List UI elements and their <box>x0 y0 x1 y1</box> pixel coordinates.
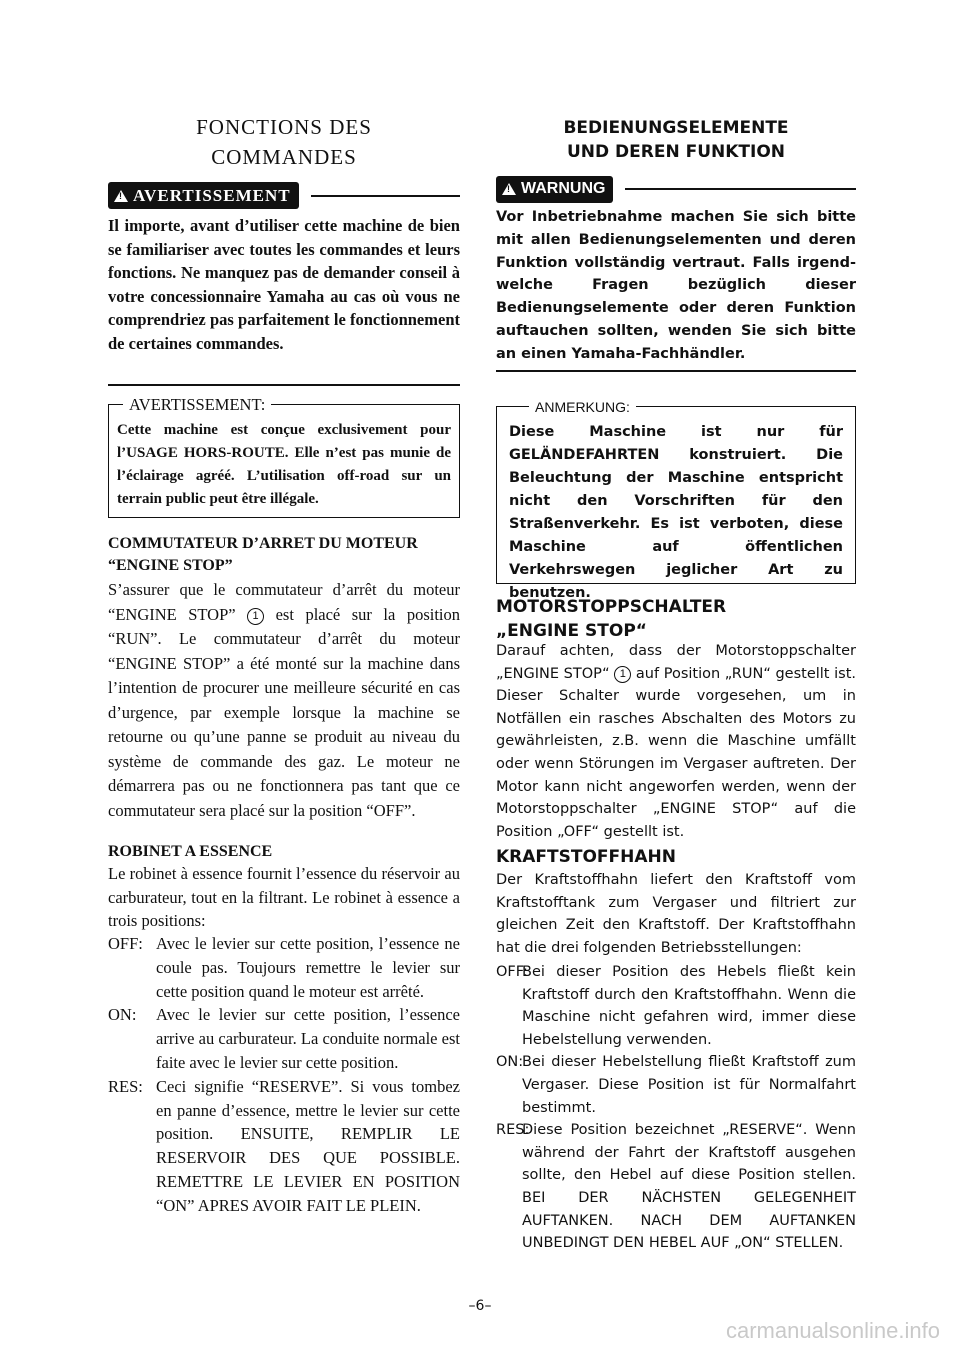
de-engine-text-a: Darauf achten, dass der Motorstoppschalter „ENGINE STOP“ <box>496 643 856 682</box>
de-warning-end-rule <box>496 370 856 372</box>
de-fuel-intro: Der Kraftstoffhahn liefert den Kraftstoff vom Kraftstofftank zum Vergaser und filtriert zur gleichen Zeit den Kraftstoff. Der Kraftstoffhahn hat die drei folgenden Betriebsstellungen: <box>496 872 856 956</box>
de-note-text: Diese Maschine ist nur für GELÄNDEFAHRTEN konstruiert. Die Beleuchtung der Maschine entspricht nicht den Vorschriften für den Straßenverkehr. Es ist verboten, diese Maschine auf öffentlichen Verkehrswegen jeglicher Art zu benutzen. <box>509 424 843 601</box>
fr-position-res <box>108 1075 460 1218</box>
fr-engine-text-a: S’assurer que le commutateur d’arrêt du moteur “ENGINE STOP” <box>108 580 460 624</box>
de-engine-heading-line2: „ENGINE STOP“ <box>496 621 647 641</box>
de-position-off <box>496 961 856 1051</box>
fr-position-key: RES: <box>108 1076 143 1096</box>
de-positions-list <box>496 961 856 1255</box>
de-warning-text: Vor Inbetriebnahme machen Sie sich bitte mit allen Bedienungselementen und deren Funktion vollständig vertraut. Falls irgend-welche Fragen bezüglich dieser Bedienungselemente oder deren Funktion auftauchen sollten, wenden Sie sich bitte an einen Yamaha-Fachhändler. <box>496 209 856 362</box>
warning-triangle-icon <box>502 183 516 195</box>
de-position-key: ON: <box>496 1054 524 1071</box>
fr-position-key: OFF: <box>108 934 143 953</box>
de-engine-text-b: auf Position „RUN“ gestellt ist. Dieser Schalter wurde vorgesehen, um in Notfällen ein rasches Abschalten des Motors zu gewährleisten, z.B. wenn die Maschine umfällt oder wenn Störungen im Vergaser auftreten. Der Motor kann nicht angeworfen werden, wenn der Motorstoppschalter „ENGINE STOP“ auf die Position „OFF“ gestellt ist. <box>496 665 856 840</box>
de-note-box <box>496 399 856 601</box>
de-warning-label: WARNUNG <box>521 180 606 197</box>
fr-fuel-intro: Le robinet à essence fournit l’essence du réservoir au carburateur, tout en la filtrant. Le robinet à essence a trois positions: <box>108 864 460 930</box>
fr-position-text: Avec le levier sur cette position, l’essence ne coule pas. Toujours remettre le levier sur cette position quand le moteur est arrêté. <box>156 934 460 1001</box>
de-position-text: Bei dieser Hebelstellung fließt Kraftstoff zum Vergaser. Diese Position ist für Normalfahrt bestimmt. <box>522 1054 856 1116</box>
fr-note-label: AVERTISSEMENT: <box>123 393 271 416</box>
de-position-key: RES: <box>496 1122 530 1139</box>
fr-positions-list <box>108 932 460 1218</box>
fr-note-box <box>108 395 460 518</box>
fr-fuel-heading: ROBINET A ESSENCE <box>108 843 273 860</box>
fr-warning-end-rule <box>108 384 460 386</box>
fr-warning-text: Il importe, avant d’utiliser cette machine de bien se familiariser avec toutes les commandes et leurs fonctions. Ne manquez pas de demander conseil à votre concessionnaire Yamaha au cas où vous ne comprendriez pas parfaitement le fonctionnement de certaines commandes. <box>108 216 460 353</box>
de-warning-badge <box>496 176 613 203</box>
fr-warning-rule <box>311 195 460 197</box>
de-section-title <box>496 116 856 164</box>
fr-engine-heading: COMMUTATEUR D’ARRET DU MOTEUR “ENGINE STOP” <box>108 535 418 574</box>
fr-position-off <box>108 932 460 1003</box>
watermark: carmanualsonline.info <box>725 1318 940 1343</box>
fr-engine-text <box>108 578 460 823</box>
de-position-key: OFF: <box>496 964 528 980</box>
fr-position-text: Avec le levier sur cette position, l’essence arrive au carburateur. La conduite normale est faite avec le levier sur cette position. <box>156 1005 460 1072</box>
fr-engine-text-b: est placé sur la position “RUN”. Le commutateur d’arrêt du moteur “ENGINE STOP” a été monté sur la machine dans l’intention de procurer une meilleure sécurité en cas d’urgence, par exemple lorsque la machine se retourne ou qu’une panne se produit au niveau du système de commande des gaz. Le moteur ne démarrera pas ou ne fonctionnera pas tant que ce commutateur sera placé sur la position “OFF”. <box>108 604 460 820</box>
page-number: –6– <box>468 1298 492 1314</box>
de-position-on <box>496 1051 856 1119</box>
fr-warning-label: AVERTISSEMENT <box>133 186 291 205</box>
de-fuel-heading: KRAFTSTOFFHAHN <box>496 847 676 867</box>
callout-1-icon: 1 <box>614 666 631 683</box>
fr-position-text: Ceci signifie “RESERVE”. Si vous tombez en panne d’essence, mettre le levier sur cette position. ENSUITE, REMPLIR LE RESERVOIR DES QUE POSSIBLE. REMETTRE LE LEVIER EN POSITION “ON” APRES AVOIR FAIT LE PLEIN. <box>156 1076 460 1215</box>
fr-section-title <box>108 112 460 172</box>
fr-warning-header <box>108 182 460 209</box>
de-warning-header <box>496 176 856 203</box>
de-position-text: Diese Position bezeichnet „RESERVE“. Wenn während der Fahrt der Kraftstoff ausgehen sollte, den Hebel auf diese Position stellen. BEI DER NÄCHSTEN GELEGENHEIT AUFTANKEN. NACH DEM AUFTANKEN UNBEDINGT DEN HEBEL AUF „ON“ STELLEN. <box>522 1122 856 1252</box>
de-engine-heading-line1: MOTORSTOPPSCHALTER <box>496 597 727 617</box>
de-position-res <box>496 1119 856 1255</box>
de-engine-text <box>496 640 856 843</box>
callout-1-icon: 1 <box>247 608 264 625</box>
fr-title-line2: COMMANDES <box>211 145 357 169</box>
warning-triangle-icon <box>114 190 128 202</box>
fr-position-on <box>108 1003 460 1074</box>
de-warning-rule <box>625 188 856 190</box>
fr-title-line1: FONCTIONS DES <box>196 115 372 139</box>
de-engine-heading <box>496 595 856 643</box>
fr-note-text: Cette machine est conçue exclusivement pour l’USAGE HORS-ROUTE. Elle n’est pas munie de l’éclairage agréé. L’utilisation off-road sur un terrain public peut être illégale. <box>117 422 451 507</box>
de-position-text: Bei dieser Position des Hebels fließt kein Kraftstoff durch den Kraftstoffhahn. Wenn die Maschine nicht gefahren wird, immer diese Hebelstellung verwenden. <box>522 964 856 1048</box>
de-title-line2: UND DEREN FUNKTION <box>566 142 786 162</box>
fr-position-key: ON: <box>108 1005 137 1025</box>
fr-warning-badge <box>108 182 299 209</box>
de-title-line1: BEDIENUNGSELEMENTE <box>563 118 789 138</box>
de-note-label: ANMERKUNG: <box>529 396 636 419</box>
